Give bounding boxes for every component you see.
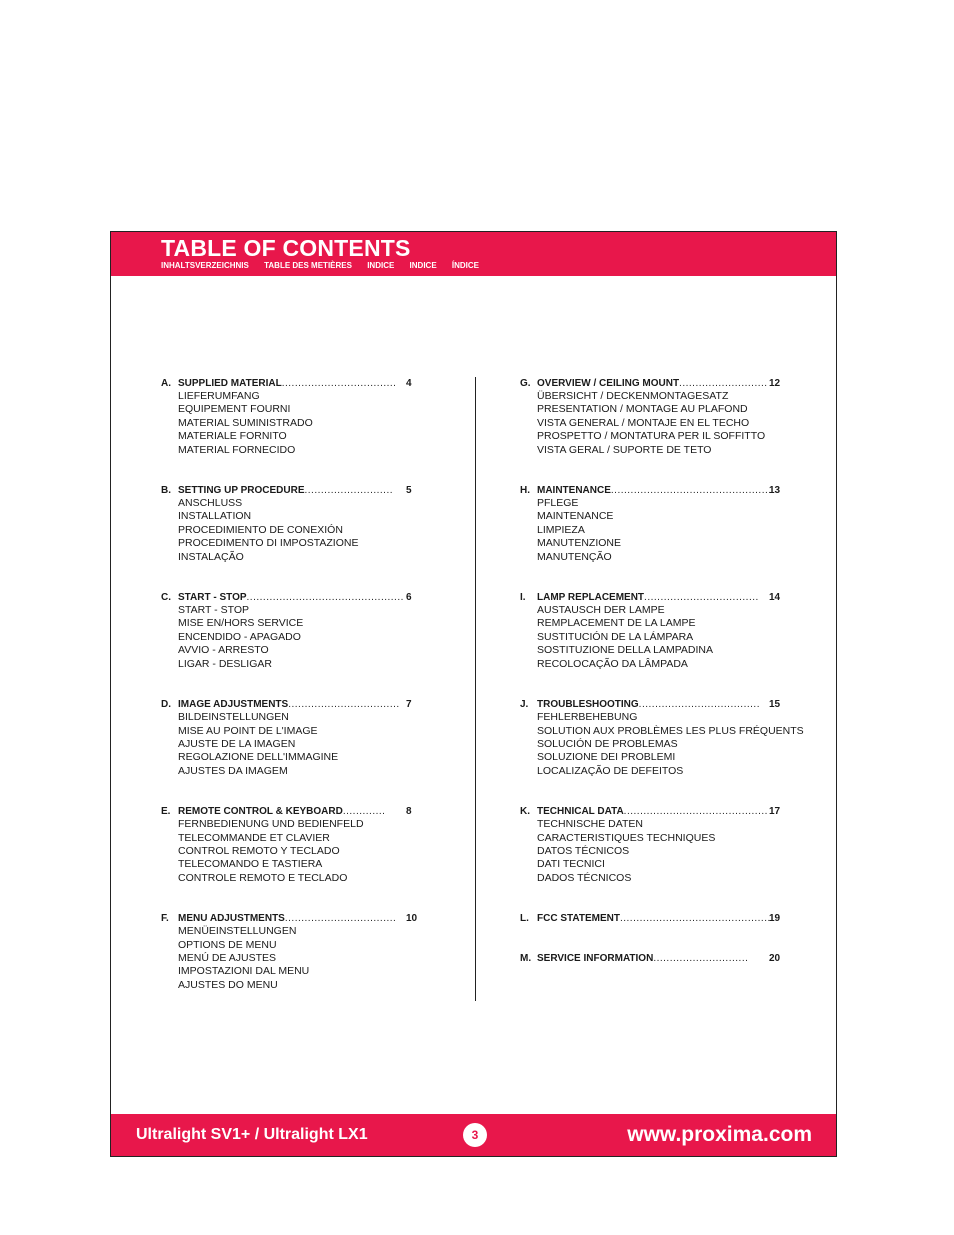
toc-entry-letter: H. <box>520 485 530 497</box>
toc-translation: MENÚ DE AJUSTES <box>178 951 277 964</box>
dot-leader: ................................................ <box>246 592 404 604</box>
toc-translation: ENCENDIDO - APAGADO <box>178 630 301 643</box>
toc-translation: MANUTENÇÃO <box>537 550 612 563</box>
toc-section <box>520 805 820 885</box>
toc-translation: MAINTENANCE <box>537 510 614 523</box>
toc-translation: DATOS TÉCNICOS <box>537 844 630 857</box>
title-translations <box>161 261 492 270</box>
toc-entry[interactable] <box>520 591 820 604</box>
subtitle-italian: INDICE <box>409 261 437 270</box>
toc-entry-page: 4 <box>406 378 412 389</box>
toc-translation: PROSPETTO / MONTATURA PER IL SOFFITTO <box>537 430 766 443</box>
toc-entry-title: TROUBLESHOOTING..................................... <box>537 699 760 711</box>
toc-section <box>161 698 421 778</box>
toc-entry-letter: D. <box>161 699 171 711</box>
toc-section <box>161 591 421 671</box>
toc-section <box>520 377 820 457</box>
dot-leader: ................................... <box>281 378 397 389</box>
header-banner <box>111 232 836 276</box>
toc-left-column <box>161 377 421 992</box>
toc-translation: ÜBERSICHT / DECKENMONTAGESATZ <box>537 390 729 402</box>
toc-translation: CONTROL REMOTO Y TECLADO <box>178 844 340 857</box>
toc-entry-page: 15 <box>769 699 781 711</box>
toc-entry-page: 14 <box>769 592 781 604</box>
toc-entry-title: LAMP REPLACEMENT................................... <box>537 592 759 604</box>
toc-entry-title: OVERVIEW / CEILING MOUNT........................... <box>537 378 768 389</box>
subtitle-french: TABLE DES METIÈRES <box>264 261 352 270</box>
model-name: Ultralight SV1+ / Ultralight LX1 <box>136 1126 368 1143</box>
website-link[interactable]: www.proxima.com <box>627 1123 812 1146</box>
dot-leader: ............................. <box>653 953 749 965</box>
toc-section <box>161 805 421 885</box>
toc-entry[interactable] <box>520 805 820 818</box>
dot-leader: ............................................ <box>623 806 768 818</box>
toc-translation: LIEFERUMFANG <box>178 390 260 402</box>
toc-entry-title: SETTING UP PROCEDURE........................... <box>178 485 394 497</box>
dot-leader: ................................... <box>644 592 759 604</box>
toc-translation: AJUSTES DA IMAGEM <box>178 764 288 777</box>
toc-section <box>520 698 820 778</box>
toc-section <box>520 484 820 564</box>
toc-entry[interactable] <box>161 591 421 604</box>
toc-entry-page: 13 <box>769 485 781 497</box>
toc-translation: REGOLAZIONE DELL'IMMAGINE <box>178 751 339 764</box>
toc-entry-title: MENU ADJUSTMENTS.................................. <box>178 913 397 925</box>
toc-translation: LIGAR - DESLIGAR <box>178 657 272 670</box>
toc-translation: ANSCHLUSS <box>178 497 243 510</box>
toc-translation: INSTALLATION <box>178 510 252 523</box>
toc-translation: TECHNISCHE DATEN <box>537 818 643 831</box>
toc-entry-letter: C. <box>161 592 171 604</box>
toc-entry-title: TECHNICAL DATA............................................ <box>537 806 768 818</box>
toc-translation: TELECOMANDO E TASTIERA <box>178 858 323 871</box>
subtitle-spanish: INDICE <box>367 261 395 270</box>
toc-entry[interactable] <box>520 698 820 711</box>
toc-translation: SOLUTION AUX PROBLÈMES LES PLUS FRÉQUENTS <box>537 724 804 737</box>
toc-entry-title: IMAGE ADJUSTMENTS.................................. <box>178 699 400 711</box>
toc-translation: VISTA GENERAL / MONTAJE EN EL TECHO <box>537 416 750 429</box>
toc-translation: MENÜEINSTELLUNGEN <box>178 925 297 938</box>
toc-section <box>520 591 820 671</box>
toc-entry-page: 8 <box>406 806 412 818</box>
toc-entry-title: SUPPLIED MATERIAL................................... <box>178 378 397 389</box>
toc-translation: FEHLERBEHEBUNG <box>537 711 638 724</box>
toc-entry-page: 10 <box>406 913 418 925</box>
toc-translation: PFLEGE <box>537 497 579 510</box>
toc-entry-title: REMOTE CONTROL & KEYBOARD............. <box>178 806 386 818</box>
toc-translation: MATERIAL FORNECIDO <box>178 443 296 456</box>
toc-translation: DADOS TÉCNICOS <box>537 871 632 884</box>
toc-translation: AJUSTE DE LA IMAGEN <box>178 737 296 750</box>
toc-translation: MISE EN/HORS SERVICE <box>178 617 304 630</box>
toc-translation: OPTIONS DE MENU <box>178 938 277 951</box>
toc-translation: SOSTITUZIONE DELLA LAMPADINA <box>537 644 714 657</box>
toc-translation: EQUIPEMENT FOURNI <box>178 403 291 416</box>
toc-entry-page: 5 <box>406 485 412 497</box>
page-title: TABLE OF CONTENTS <box>161 235 411 261</box>
page-frame <box>110 231 837 1157</box>
toc-entry-page: 19 <box>769 913 781 925</box>
toc-section <box>161 377 421 457</box>
toc-entry[interactable] <box>161 805 421 818</box>
toc-translation: BILDEINSTELLUNGEN <box>178 711 289 724</box>
dot-leader: .................................. <box>284 913 397 925</box>
toc-translation: LIMPIEZA <box>537 523 585 536</box>
toc-entry-page: 20 <box>769 953 781 965</box>
toc-translation: LOCALIZAÇÃO DE DEFEITOS <box>537 764 684 777</box>
toc-translation: PRESENTATION / MONTAGE AU PLAFOND <box>537 403 748 416</box>
toc-translation: AUSTAUSCH DER LAMPE <box>537 604 665 617</box>
toc-translation: MANUTENZIONE <box>537 537 621 550</box>
toc-entry-title: FCC STATEMENT.............................................. <box>537 913 771 925</box>
dot-leader: ..................................... <box>638 699 760 711</box>
toc-translation: START - STOP <box>178 604 249 617</box>
toc-translation: DATI TECNICI <box>537 858 605 871</box>
toc-translation: MATERIALE FORNITO <box>178 430 287 443</box>
dot-leader: ............. <box>342 806 386 818</box>
toc-translation: PROCEDIMIENTO DE CONEXIÓN <box>178 523 343 536</box>
toc-translation: SOLUZIONE DEI PROBLEMI <box>537 751 676 764</box>
toc-entry[interactable] <box>520 912 820 925</box>
toc-entry[interactable] <box>520 484 820 497</box>
toc-entry[interactable] <box>161 484 421 497</box>
toc-entry-letter: K. <box>520 806 530 818</box>
toc-translation: MATERIAL SUMINISTRADO <box>178 416 313 429</box>
toc-translation: REMPLACEMENT DE LA LAMPE <box>537 617 696 630</box>
subtitle-portuguese: ÍNDICE <box>451 261 480 270</box>
toc-entry-letter: A. <box>161 378 171 389</box>
toc-section <box>161 912 421 992</box>
toc-section <box>520 912 820 925</box>
toc-entry-page: 17 <box>769 806 781 818</box>
toc-translation: RECOLOCAÇÃO DA LÂMPADA <box>537 657 688 670</box>
toc-translation: FERNBEDIENUNG UND BEDIENFELD <box>178 818 364 831</box>
toc-translation: IMPOSTAZIONI DAL MENU <box>178 965 310 978</box>
toc-translation: CARACTERISTIQUES TECHNIQUES <box>537 831 716 844</box>
dot-leader: .............................................. <box>619 913 771 925</box>
toc-entry-letter: F. <box>161 913 169 925</box>
toc-entry-letter: L. <box>520 913 529 925</box>
toc-entry-letter: B. <box>161 485 171 497</box>
dot-leader: ................................................. <box>610 485 772 497</box>
toc-entry-title: START - STOP................................................ <box>178 592 404 604</box>
toc-translation: TELECOMMANDE ET CLAVIER <box>178 831 330 844</box>
column-divider <box>475 377 476 1001</box>
toc-translation: MISE AU POINT DE L'IMAGE <box>178 724 318 737</box>
footer-banner <box>111 1114 836 1156</box>
toc-entry-page: 6 <box>406 592 412 604</box>
toc-translation: INSTALAÇÃO <box>178 550 244 563</box>
toc-entry[interactable] <box>161 912 421 925</box>
toc-translation: PROCEDIMENTO DI IMPOSTAZIONE <box>178 537 359 550</box>
subtitle-german: INHALTSVERZEICHNIS <box>161 261 249 270</box>
toc-entry-letter: M. <box>520 953 532 965</box>
dot-leader: ........................... <box>679 378 768 389</box>
page-number-badge: 3 <box>463 1123 487 1147</box>
toc-entry-letter: J. <box>520 699 529 711</box>
toc-entry-letter: G. <box>520 378 531 389</box>
toc-translation: SUSTITUCIÓN DE LA LÁMPARA <box>537 630 694 643</box>
toc-translation: SOLUCIÓN DE PROBLEMAS <box>537 737 678 750</box>
toc-entry-letter: I. <box>520 592 526 604</box>
toc-entry-title: SERVICE INFORMATION............................. <box>537 953 749 965</box>
toc-entry-page: 7 <box>406 699 412 711</box>
toc-entry-page: 12 <box>769 378 781 389</box>
toc-translation: CONTROLE REMOTO E TECLADO <box>178 871 348 884</box>
toc-translation: AVVIO - ARRESTO <box>178 644 269 657</box>
dot-leader: .................................. <box>288 699 400 711</box>
toc-entry[interactable] <box>520 952 820 965</box>
toc-entry[interactable] <box>161 377 421 390</box>
toc-section <box>520 952 820 965</box>
toc-translation: VISTA GERAL / SUPORTE DE TETO <box>537 443 712 456</box>
dot-leader: ........................... <box>304 485 394 497</box>
toc-right-column <box>520 377 820 965</box>
toc-entry-title: MAINTENANCE................................................. <box>537 485 772 497</box>
toc-translation: AJUSTES DO MENU <box>178 978 278 991</box>
toc-entry[interactable] <box>161 698 421 711</box>
toc-section <box>161 484 421 564</box>
toc-entry-letter: E. <box>161 806 171 818</box>
toc-entry[interactable] <box>520 377 820 390</box>
